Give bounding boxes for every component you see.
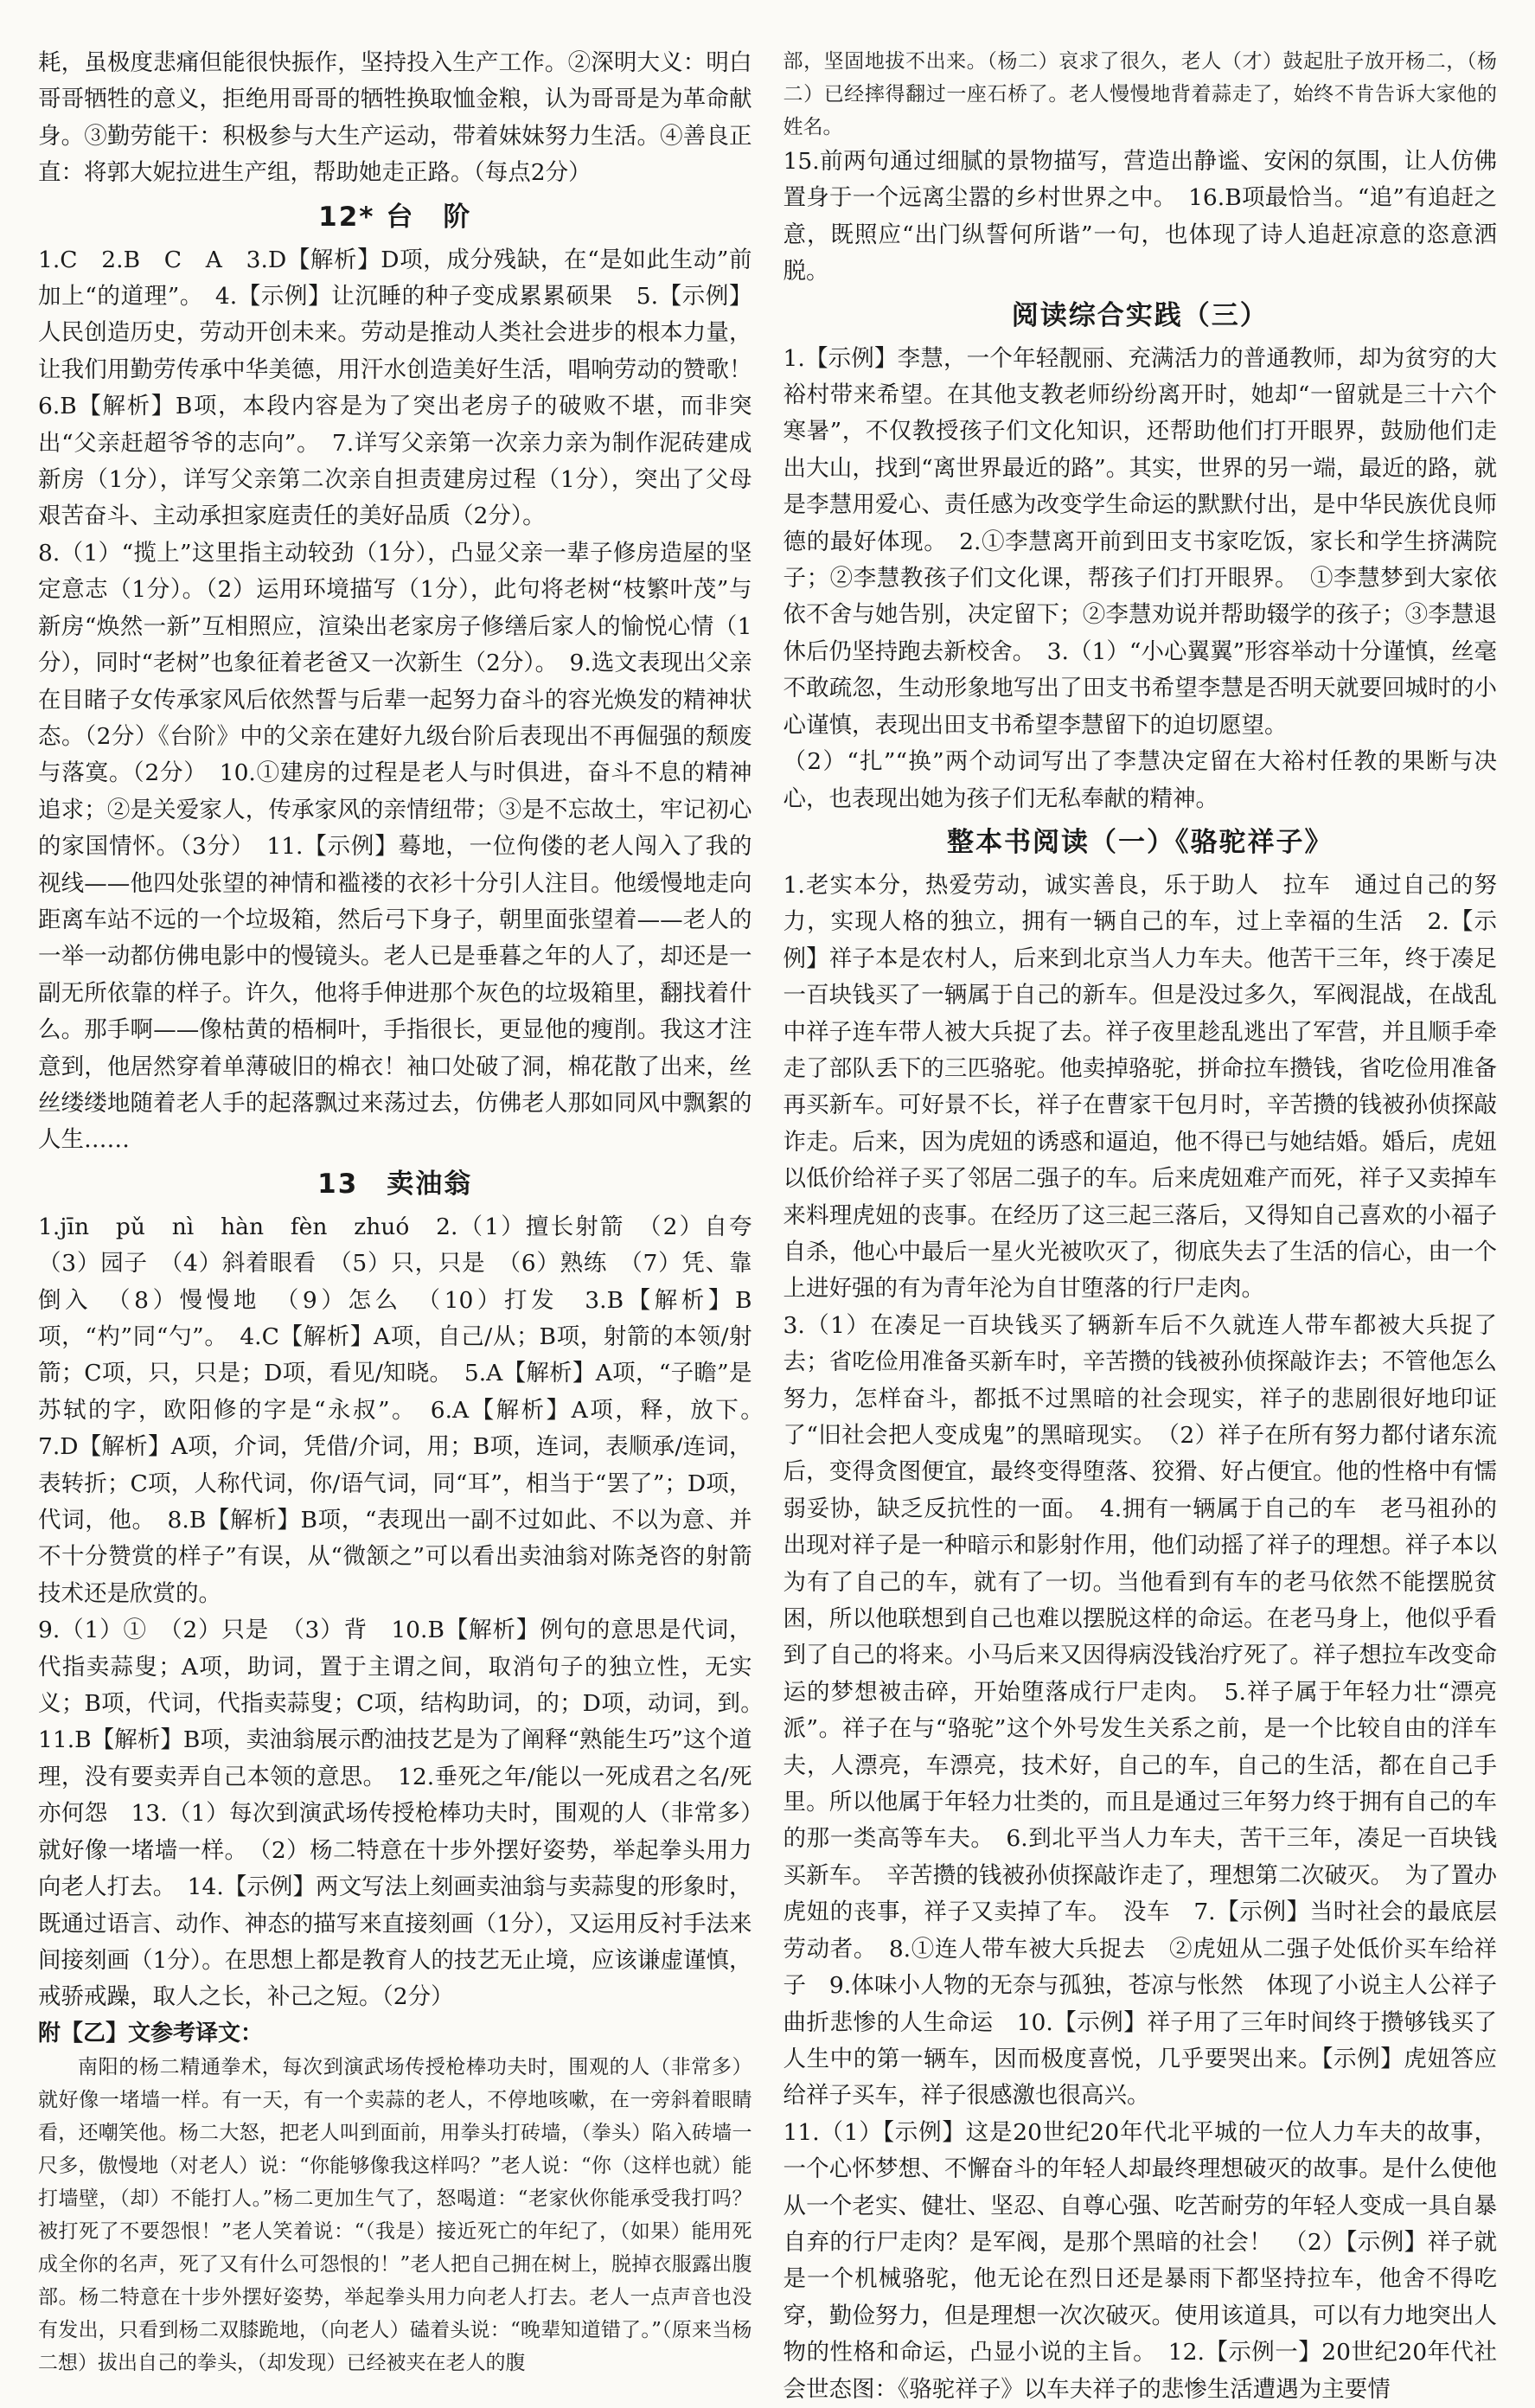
left-column [38, 45, 775, 2374]
whole-book-paragraph: 3.（1）在凑足一百块钱买了辆新车后不久就连人带车都被大兵捉了去；省吃俭用准备买新车时，辛苦攒的钱被孙侦探敲诈去；不管他怎么努力，怎样奋斗，都抵不过黑暗的社会现实，祥子的悲剧很好地印证了“旧社会把人变成鬼”的黑暗现实。 （2）祥子在所有努力都付诸东流后，变得贪图便宜，最终变得堕落、狡猾、好占便宜。他的性格中有懦弱妥协，缺乏反抗性的一面。 4.拥有一辆属于自己的车 老马祖孙的出现对祥子是一种暗示和影射作用，他们动摇了祥子的理想。祥子本以为有了自己的车，就有了一切。当他看到有车的老马依然不能摆脱贫困，所以他联想到自己也难以摆脱这样的命运。在老马身上，他似乎看到了自己的将来。小马后来又因得病没钱治疗死了。祥子想拉车改变命运的梦想被击碎，开始堕落成行尸走肉。 5.祥子属于年轻力壮“漂亮派”。祥子在与“骆驼”这个外号发生关系之前，是一个比较自由的洋车夫，人漂亮，车漂亮，技术好，自己的车，自己的生活，都在自己手里。所以他属于年轻力壮类的，而且是通过三年努力终于拥有自己的车的那一类高等车夫。 6.到北平当人力车夫，苦干三年，凑足一百块钱买新车。 辛苦攒的钱被孙侦探敲诈走了，理想第二次破灭。 为了置办虎妞的丧事，祥子又卖掉了车。 没车 7.【示例】当时社会的最底层劳动者。 8.①连人带车被大兵捉去 ②虎妞从二强子处低价买车给祥子 9.体味小人物的无奈与孤独，苍凉与怅然 体现了小说主人公祥子曲折悲惨的人生命运 10.【示例】祥子用了三年时间终于攒够钱买了人生中的第一辆车，因而极度喜悦，几乎要哭出来。【示例】虎妞答应给祥子买车，祥子很感激也很高兴。 [783, 1311, 1497, 2110]
section-13-paragraph: 9.（1）① （2）只是 （3）背 10.B【解析】例句的意思是代词，代指卖蒜叟；A项，助词，置于主谓之间，取消句子的独立性，无实义；B项，代词，代指卖蒜叟；C项，结构助词，的；D项，动词，到。 11.B【解析】B项，卖油翁展示酌油技艺是为了阐释“熟能生巧”这个道理，没有要卖弄自己本领的意思。 12.垂死之年/能以一死成君之名/死亦何怨 13.（1）每次到演武场传授枪棒功夫时，围观的人（非常多）就好像一堵墙一样。 （2）杨二特意在十步外摆好姿势，举起拳头用力向老人打去。 14.【示例】两文写法上刻画卖油翁与卖蒜叟的形象时，既通过语言、动作、神态的描写来直接刻画（1分），又运用反衬手法来间接刻画（1分）。在思想上都是教育人的技艺无止境，应该谦虚谨慎，戒骄戒躁，取人之长，补己之短。（2分） [38, 1617, 775, 2011]
section-title-reading-practice: 阅读综合实践（三） [1011, 299, 1269, 331]
section-title-13: 13 卖油翁 [317, 1168, 473, 1200]
section-13-paragraph: 1.jīn pǔ nì hàn fèn zhuó 2.（1）擅长射箭 （2）自夸 （3）园子 （4）斜着眼看 （5）只，只是 （6）熟练 （7）凭、靠 倒入 （8）慢慢地 （9）怎么 （10）打发 3.B【解析】B项，“杓”同“勺”。 4.C【解析】A项，自己/从；B项，射箭的本领/射箭；C项，只，只是；D项，看见/知晓。 5.A【解析】A项，“子瞻”是苏轼的字，欧阳修的字是“永叔”。 6.A【解析】A项，释，放下。 7.D【解析】A项，介词，凭借/介词，用；B项，连词，表顺承/连词，表转折；C项，人称代词，你/语气词，同“耳”，相当于“罢了”；D项，代词，他。 8.B【解析】B项，“表现出一副不过如此、不以为意、并不十分赞赏的样子”有误，从“微颔之”可以看出卖油翁对陈尧咨的射箭技术还是欣赏的。 [38, 1213, 775, 1607]
translation-text: 南阳的杨二精通拳术，每次到演武场传授枪棒功夫时，围观的人（非常多）就好像一堵墙一样。有一天，有一个卖蒜的老人，不停地咳嗽，在一旁斜着眼睛看，还嘲笑他。杨二大怒，把老人叫到面前，用拳头打砖墙，（拳头）陷入砖墙一尺多，傲慢地（对老人）说：“你能够像我这样吗？”老人说：“你（这样也就）能打墙壁，（却）不能打人。”杨二更加生气了，怒喝道：“老家伙你能承受我打吗？被打死了不要怨恨！”老人笑着说：“（我是）接近死亡的年纪了，（如果）能用死成全你的名声，死了又有什么可怨恨的！”老人把自己拥在树上，脱掉衣服露出腹部。杨二特意在十步外摆好姿势，举起拳头用力向老人打去。老人一点声音也没有发出，只看到杨二双膝跪地，（向老人）磕着头说：“晚辈知道错了。”（原来当杨二想）拔出自己的拳头，（却发现）已经被夹在老人的腹 [38, 2055, 752, 2374]
section-12-paragraph: 8.（1）“揽上”这里指主动较劲（1分），凸显父亲一辈子修房造屋的坚定意志（1分）。（2）运用环境描写（1分），此句将老树“枝繁叶茂”与新房“焕然一新”互相照应，渲染出老家房子修缮后家人的愉悦心情（1分），同时“老树”也象征着老爸又一次新生（2分）。 9.选文表现出父亲在目睹子女传承家风后依然誓与后辈一起努力奋斗的容光焕发的精神状态。（2分）《台阶》中的父亲在建好九级台阶后表现出不再倔强的颓废与落寞。（2分） 10.①建房的过程是老人与时俱进，奋斗不息的精神追求；②是关爱家人，传承家风的亲情纽带；③是不忘故土，牢记初心的家国情怀。（3分） 11.【示例】蓦地，一位佝偻的老人闯入了我的视线——他四处张望的神情和褴褛的衣衫十分引人注目。他缓慢地走向距离车站不远的一个垃圾箱，然后弓下身子，朝里面张望着——老人的一举一动都仿佛电影中的慢镜头。老人已是垂暮之年的人了，却还是一副无所依靠的样子。许久，他将手伸进那个灰色的垃圾箱里，翻找着什么。那手啊——像枯黄的梧桐叶，手指很长，更显他的瘦削。我这才注意到，他居然穿着单薄破旧的棉衣！袖口处破了洞，棉花散了出来，丝丝缕缕地随着老人手的起落飘过来荡过去，仿佛老人那如同风中飘絮的人生…… [38, 539, 752, 1154]
intro-paragraph: 耗，虽极度悲痛但能很快振作，坚持投入生产工作。②深明大义：明白哥哥牺牲的意义，拒绝用哥哥的牺牲换取恤金粮，认为哥哥是为革命献身。③勤劳能干：积极参与大生产运动，带着妹妹努力生活。④善良正直：将郭大妮拉进生产组，帮助她走正路。（每点2分） [38, 49, 752, 187]
reading-practice-paragraph: （2）“扎”“换”两个动词写出了李慧决定留在大裕村任教的果断与决心，也表现出她为孩子们无私奉献的精神。 [783, 748, 1497, 812]
translation-continued: 部，坚固地拔不出来。（杨二）哀求了很久，老人（才）鼓起肚子放开杨二，（杨二）已经摔得翻过一座石桥了。老人慢慢地背着蒜走了，始终不肯告诉大家他的姓名。 [783, 50, 1497, 138]
question-15-16: 15.前两句通过细腻的景物描写，营造出静谧、安闲的氛围，让人仿佛置身于一个远离尘嚣的乡村世界之中。 16.B项最恰当。“追”有追赶之意，既照应“出门纵誓何所谐”一句，也体现了诗人追赶凉意的恣意洒脱。 [783, 148, 1497, 285]
section-title-12: 12* 台 阶 [318, 201, 472, 233]
reading-practice-paragraph: 1.【示例】李慧，一个年轻靓丽、充满活力的普通教师，却为贫穷的大裕村带来希望。在其他支教老师纷纷离开时，她却“一留就是三十六个寒暑”，不仅教授孩子们文化知识，还帮助他们打开眼界，鼓励他们走出大山，找到“离世界最近的路”。其实，世界的另一端，最近的路，就是李慧用爱心、责任感为改变学生命运的默默付出，是中华民族优良师德的最好体现。 2.①李慧离开前到田支书家吃饭，家长和学生挤满院子；②李慧教孩子们文化课，帮孩子们打开眼界。 ①李慧梦到大家依依不舍与她告别，决定留下；②李慧劝说并帮助辍学的孩子；③李慧退休后仍坚持跑去新校舍。 3.（1）“小心翼翼”形容举动十分谨慎，丝毫不敢疏忽，生动形象地写出了田支书希望李慧是否明天就要回城时的小心谨慎，表现出田支书希望李慧留下的迫切愿望。 [783, 344, 1497, 739]
section-title-whole-book: 整本书阅读（一）《骆驼祥子》 [947, 826, 1334, 858]
whole-book-paragraph: 11.（1）【示例】这是20世纪20年代北平城的一位人力车夫的故事，一个心怀梦想、不懈奋斗的年轻人却最终理想破灭的故事。是什么使他从一个老实、健壮、坚忍、自尊心强、吃苦耐劳的年轻人变成一具自暴自弃的行尸走肉？是军阀，是那个黑暗的社会！ （2）【示例】祥子就是一个机械骆驼，他无论在烈日还是暴雨下都坚持拉车，他舍不得吃穿，勤俭努力，但是理想一次次破灭。使用该道具，可以有力地突出人物的性格和命运，凸显小说的主旨。 12.【示例一】20世纪20年代社会世态图：《骆驼祥子》以车夫祥子的悲惨生活遭遇为主要情 [783, 2118, 1497, 2403]
whole-book-paragraph: 1.老实本分，热爱劳动，诚实善良，乐于助人 拉车 通过自己的努力，实现人格的独立，拥有一辆自己的车，过上幸福的生活 2.【示例】祥子本是农村人，后来到北京当人力车夫。他苦干三年，终于凑足一百块钱买了一辆属于自己的新车。但是没过多久，军阀混战，在战乱中祥子连车带人被大兵捉了去。祥子夜里趁乱逃出了军营，并且顺手牵走了部队丢下的三匹骆驼。他卖掉骆驼，拼命拉车攒钱，省吃俭用准备再买新车。可好景不长，祥子在曹家干包月时，辛苦攒的钱被孙侦探敲诈走。后来，因为虎妞的诱惑和逼迫，他不得已与她结婚。婚后，虎妞以低价给祥子买了邻居二强子的车。后来虎妞难产而死，祥子又卖掉车来料理虎妞的丧事。在经历了这三起三落后，又得知自己喜欢的小福子自杀，他心中最后一星火光被吹灭了，彻底失去了生活的信心，由一个上进好强的有为青年沦为自甘堕落的行尸走肉。 [783, 871, 1497, 1303]
translation-heading: 附【乙】文参考译文： [38, 2020, 264, 2046]
section-12-paragraph: 1.C 2.B C A 3.D【解析】D项，成分残缺，在“是如此生动”前加上“的道理”。 4.【示例】让沉睡的种子变成累累硕果 5.【示例】人民创造历史，劳动开创未来。劳动是推动人类社会进步的根本力量，让我们用勤劳传承中华美德，用汗水创造美好生活，唱响劳动的赞歌！ 6.B【解析】B项，本段内容是为了突出老房子的破败不堪，而非突出“父亲赶超爷爷的志向”。 7.详写父亲第一次亲力亲为制作泥砖建成新房（1分），详写父亲第二次亲自担责建房过程（1分），突出了父母艰苦奋斗、主动承担家庭责任的美好品质（2分）。 [38, 246, 775, 530]
right-column [783, 45, 1498, 2403]
